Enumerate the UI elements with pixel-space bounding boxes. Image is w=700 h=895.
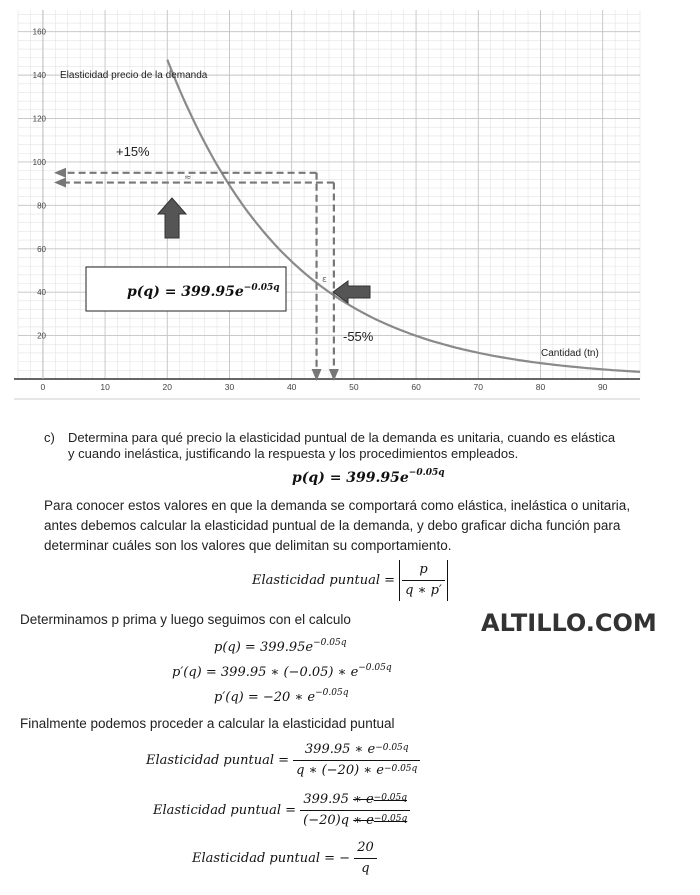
demand-elasticity-chart [0, 0, 700, 410]
paragraph-line3: determinar cuáles son los valores que delimitan su comportamiento. [44, 538, 452, 553]
derive-instruction: Determinamos p prima y luego seguimos con el calculo [20, 612, 351, 627]
x-tick-label: 60 [411, 382, 421, 392]
x-tick-label: 30 [224, 382, 235, 392]
y-tick-labels [33, 28, 47, 341]
paragraph-line1: Para conocer estos valores en que la demanda se comportará como elástica, inelástica o unitaria, [44, 498, 631, 513]
elasticity-step1: Elasticidad puntual = $\frac{399.95 ∗ e^{-0.05q}}{q ∗ (-20) ∗ e^{-0.05q}}$ [146, 740, 420, 781]
arrowhead-left-upper [54, 168, 66, 178]
section-c-formula: $p(q) = 399.95e^{-0.05q}$ [292, 468, 445, 486]
section-c-letter: c) [44, 430, 55, 445]
y-tick-label: 120 [32, 114, 46, 124]
x-tick-label: 40 [286, 382, 297, 392]
section-c-line1: Determina para qué precio la elasticidad puntual de la demanda es unitaria, cuando es elástica [68, 430, 616, 445]
elasticity-step3: Elasticidad puntual = − $\frac{20}{q}$ [192, 838, 377, 879]
grid-minor-lines [18, 10, 640, 379]
x-tick-label: 90 [597, 382, 608, 392]
x-tick-label: 80 [535, 382, 546, 392]
up-percent-label: +15% [116, 144, 150, 159]
final-instruction: Finalmente podemos proceder a calcular la elasticidad puntual [20, 716, 395, 731]
x-tick-labels [41, 382, 608, 392]
elasticity-definition: Elasticidad puntual = $\frac{p}{q ∗ p'}$ [252, 560, 448, 601]
formula-box-text: $p(q) = 399.95e^{-0.05q}$ [127, 283, 280, 300]
derivation-eq3: p′(q) = −20 ∗ $e^{-0.05q}$ [214, 688, 349, 705]
chart-title: Elasticidad precio de la demanda [60, 70, 208, 81]
y-tick-label: 160 [32, 27, 46, 37]
elasticity-step2: Elasticidad puntual = $\frac{399.95 ∗ e^{-0.05q}}{(-20)q ∗ e^{-0.05q}}$ [153, 790, 410, 831]
small-mark-bottom: ε [322, 275, 327, 285]
x-axis-label: Cantidad (tn) [541, 348, 599, 359]
derivation-eq2: p′(q) = 399.95 ∗ (−0.05) ∗ $e^{-0.05q}$ [172, 663, 392, 680]
y-tick-label: 100 [32, 157, 46, 167]
altillo-logo: ALTILLO.COM [481, 609, 657, 637]
x-axis [14, 10, 640, 399]
x-tick-label: 20 [162, 382, 173, 392]
y-tick-label: 80 [37, 201, 46, 211]
y-tick-label: 140 [32, 71, 46, 81]
x-tick-label: 0 [40, 382, 46, 392]
section-c-line2: y cuando inelástica, justificando la respuesta y los procedimientos empleados. [68, 446, 519, 461]
y-tick-label: 40 [37, 288, 46, 298]
small-mark-top: ≈ [184, 173, 192, 183]
paragraph-line2: antes debemos calcular la elasticidad puntual de la demanda, y debo graficar dicha función para [44, 518, 621, 533]
x-tick-label: 10 [100, 382, 110, 392]
y-tick-label: 20 [37, 331, 46, 341]
derivation-eq1: $p(q) = 399.95e^{-0.05q}$ [214, 638, 347, 655]
down-percent-label: -55% [343, 329, 374, 344]
x-tick-label: 70 [473, 382, 484, 392]
up-arrow-icon [158, 198, 186, 238]
x-tick-label: 50 [349, 382, 359, 392]
y-tick-label: 60 [37, 244, 46, 254]
